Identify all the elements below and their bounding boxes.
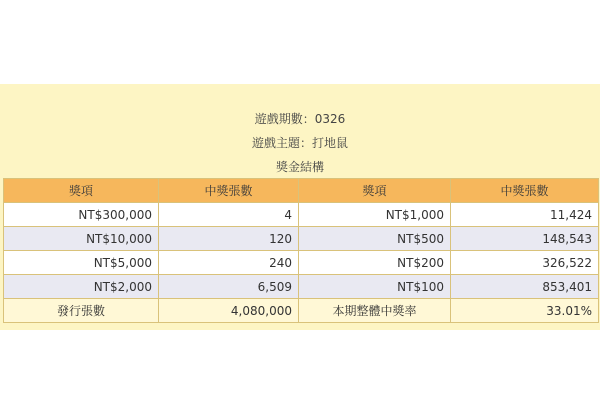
prize-structure-title: 獎金結構 [275, 160, 324, 174]
game-theme: 遊戲主題：打地鼠 [251, 136, 348, 150]
prize-table [3, 178, 599, 323]
table-row [4, 227, 599, 251]
overall-win-rate-label: 本期整體中獎率 [299, 299, 451, 323]
table-row [4, 275, 599, 299]
winner-count: 6,509 [159, 275, 299, 299]
prize-amount: NT$2,000 [4, 275, 159, 299]
prize-amount: NT$500 [299, 227, 451, 251]
prize-panel [0, 84, 600, 330]
winner-count: 853,401 [451, 275, 599, 299]
table-row [4, 203, 599, 227]
issue-number: 遊戲期數：0326 [254, 112, 346, 126]
table-header-row [4, 179, 599, 203]
header-winners-left: 中獎張數 [159, 179, 299, 203]
winner-count: 240 [159, 251, 299, 275]
header-prize-left: 獎項 [4, 179, 159, 203]
prize-amount: NT$300,000 [4, 203, 159, 227]
prize-amount: NT$10,000 [4, 227, 159, 251]
prize-amount: NT$200 [299, 251, 451, 275]
header-prize-right: 獎項 [299, 179, 451, 203]
winner-count: 120 [159, 227, 299, 251]
issued-tickets-label: 發行張數 [4, 299, 159, 323]
prize-amount: NT$5,000 [4, 251, 159, 275]
summary-row [4, 299, 599, 323]
overall-win-rate-value: 33.01% [451, 299, 599, 323]
prize-amount: NT$100 [299, 275, 451, 299]
winner-count: 11,424 [451, 203, 599, 227]
header-winners-right: 中獎張數 [451, 179, 599, 203]
prize-amount: NT$1,000 [299, 203, 451, 227]
winner-count: 148,543 [451, 227, 599, 251]
winner-count: 326,522 [451, 251, 599, 275]
issued-tickets-value: 4,080,000 [159, 299, 299, 323]
winner-count: 4 [159, 203, 299, 227]
table-row [4, 251, 599, 275]
